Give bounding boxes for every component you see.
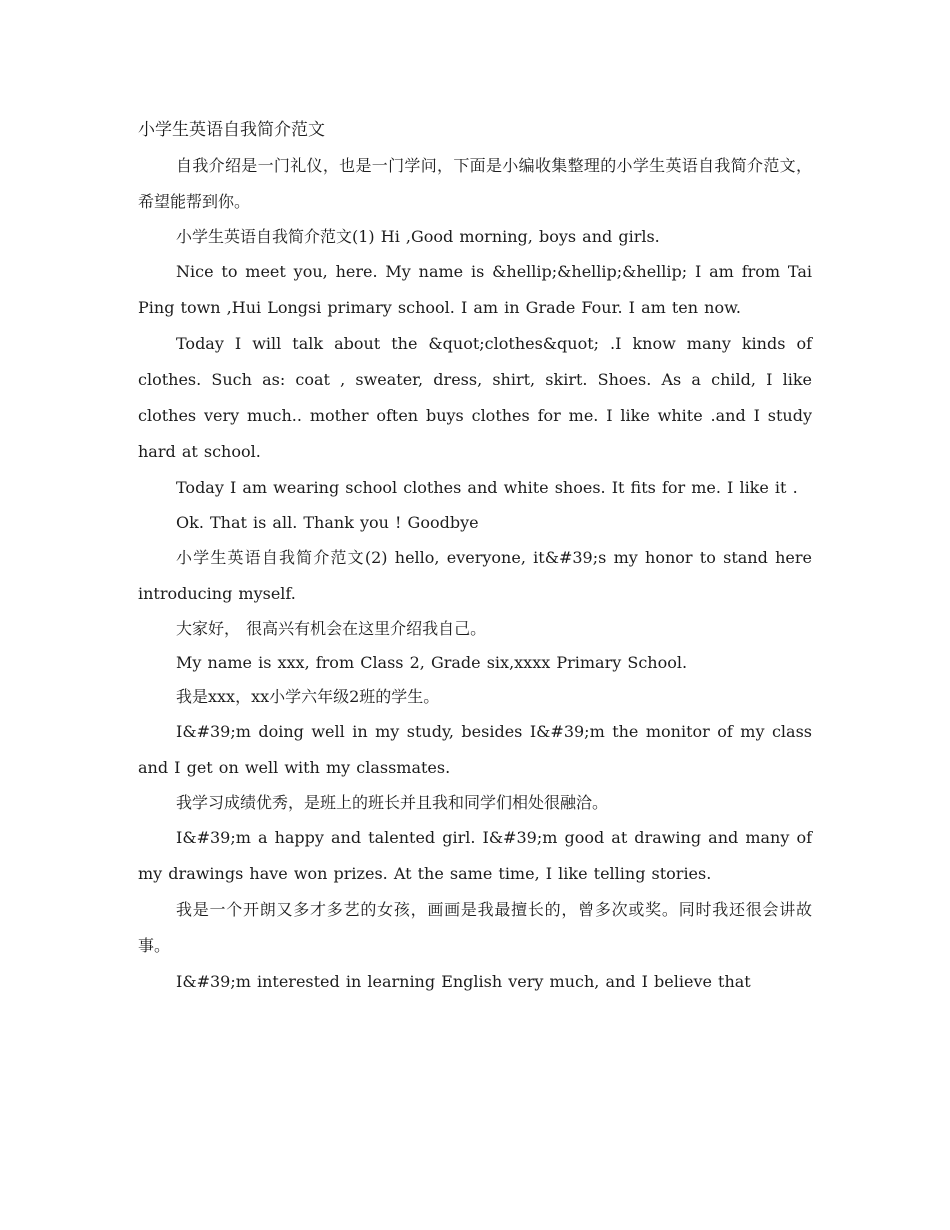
paragraph: 大家好， 很高兴有机会在这里介绍我自己。 bbox=[176, 619, 487, 638]
paragraph: My name is xxx, from Class 2, Grade six,xxxx Primary School. bbox=[176, 653, 688, 672]
intro-paragraph: 自我介绍是一门礼仪，也是一门学问，下面是小编收集整理的小学生英语自我简介范文，希望能帮到你。 bbox=[138, 156, 812, 211]
paragraph: I&#39;m a happy and talented girl. I&#39;m good at drawing and many of my drawings have won prizes. At the same time, I like telling stories. bbox=[138, 828, 812, 883]
paragraph: 我学习成绩优秀，是班上的班长并且我和同学们相处很融洽。 bbox=[176, 793, 609, 812]
sample-1-heading: 小学生英语自我简介范文(1) Hi ,Good morning, boys and girls. bbox=[176, 227, 660, 246]
paragraph: I&#39;m interested in learning English very much, and I believe that bbox=[176, 972, 751, 991]
paragraph: Today I will talk about the &quot;clothes&quot; .I know many kinds of clothes. Such as: coat , sweater, dress, shirt, skirt. Shoes. As a child, I like clothes very much.. mother often buys clothes for me. I like white .and I study hard at school. bbox=[138, 334, 812, 461]
document-page bbox=[138, 112, 812, 1000]
paragraph: Nice to meet you, here. My name is &hellip;&hellip;&hellip; I am from Tai Ping town ,Hui Longsi primary school. I am in Grade Four. I am ten now. bbox=[138, 262, 812, 317]
sample-2-heading: 小学生英语自我简介范文(2) hello, everyone, it&#39;s my honor to stand here introducing myself. bbox=[138, 548, 812, 603]
paragraph: I&#39;m doing well in my study, besides I&#39;m the monitor of my class and I get on well with my classmates. bbox=[138, 722, 812, 777]
paragraph: Today I am wearing school clothes and white shoes. It fits for me. I like it . bbox=[176, 478, 798, 497]
paragraph: Ok. That is all. Thank you ! Goodbye bbox=[176, 513, 479, 532]
paragraph: 我是一个开朗又多才多艺的女孩，画画是我最擅长的，曾多次或奖。同时我还很会讲故事。 bbox=[138, 900, 812, 955]
paragraph: 我是xxx，xx小学六年级2班的学生。 bbox=[176, 687, 440, 706]
document-title: 小学生英语自我简介范文 bbox=[138, 120, 325, 140]
